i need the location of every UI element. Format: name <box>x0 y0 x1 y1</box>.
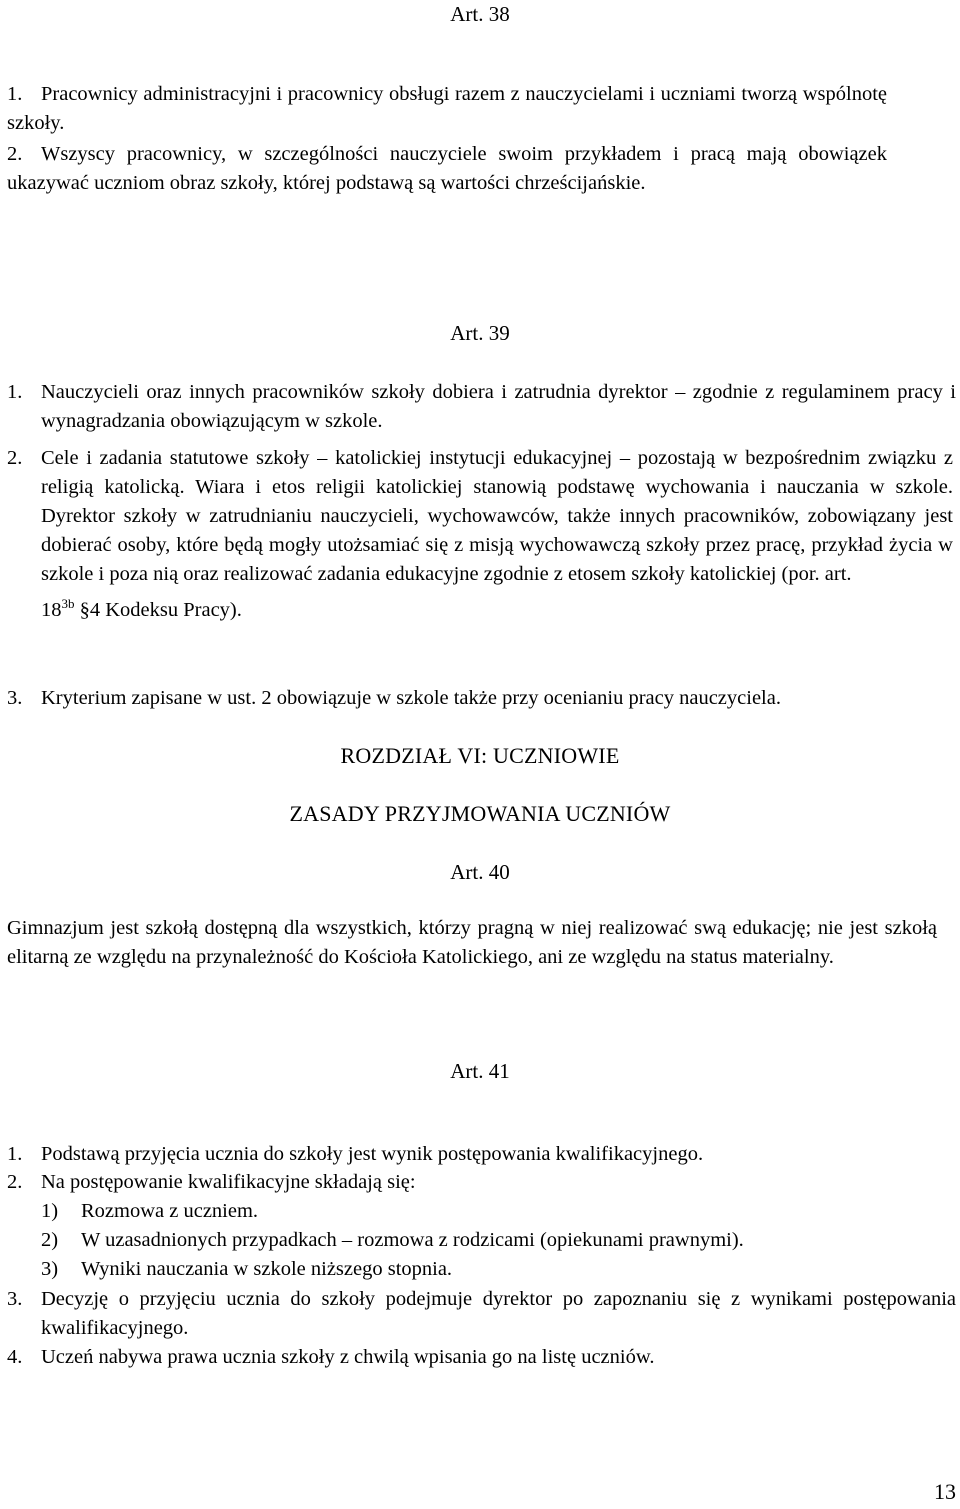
art40-text: Gimnazjum jest szkołą dostępną dla wszystkich, którzy pragną w niej realizować swą edukację; nie jest szkołą elitarną ze względu na przynależność do Kościoła Katolickiego, ani ze względu na status materialny. <box>7 917 937 968</box>
art39-item-1-text: Nauczycieli oraz innych pracowników szkoły dobiera i zatrudnia dyrektor – zgodnie z regulaminem pracy i wynagradzania obowiązującym w szkole. <box>41 381 956 432</box>
chapter-subtitle: ZASADY PRZYJMOWANIA UCZNIÓW <box>289 801 671 826</box>
art38-item-1-number: 1. <box>7 83 23 105</box>
art41-item-3-number: 3. <box>7 1288 23 1310</box>
art39-item-2-ref-rest: §4 Kodeksu Pracy). <box>74 598 242 621</box>
chapter-title: ROZDZIAŁ VI: UCZNIOWIE <box>340 743 620 768</box>
art41-sub-2-number: 2) <box>41 1229 59 1251</box>
art39-item-1-number: 1. <box>7 381 23 403</box>
art41-sub-3-number: 3) <box>41 1258 59 1280</box>
art38-item-2-text: Wszyscy pracownicy, w szczególności nauczyciele swoim przykładem i pracą mają obowiązek ukazywać uczniom obraz szkoły, której podstawą są wartości chrześcijańskie. <box>7 143 887 194</box>
article-heading-39: Art. 39 <box>450 321 510 345</box>
art41-sub-3-text: Wyniki nauczania w szkole niższego stopnia. <box>81 1258 453 1280</box>
art39-item-2-paragraph <box>41 444 953 625</box>
art38-item-2-number: 2. <box>7 143 23 165</box>
art39-item-3-text: Kryterium zapisane w ust. 2 obowiązuje w szkole także przy ocenianiu pracy nauczyciela. <box>41 687 781 709</box>
art41-item-1-text: Podstawą przyjęcia ucznia do szkoły jest wynik postępowania kwalifikacyjnego. <box>41 1143 704 1165</box>
art39-item-2-number: 2. <box>7 447 23 469</box>
art41-item-2-number: 2. <box>7 1171 23 1193</box>
art41-item-1-number: 1. <box>7 1143 23 1165</box>
art41-item-3-text: Decyzję o przyjęciu ucznia do szkoły podejmuje dyrektor po zapoznaniu się z wynikami postępowania kwalifikacyjnego. <box>41 1288 956 1339</box>
art39-item-2-ref-sup: 3b <box>61 596 75 611</box>
art39-item-3-number: 3. <box>7 687 23 709</box>
art39-item-2-text: Cele i zadania statutowe szkoły – katolickiej instytucji edukacyjnej – pozostają w bezpośrednim związku z religią katolicką. Wiara i etos religii katolickiej stanowią podstawę wychowania i nauczania w szkole. Dyrektor szkoły w zatrudnianiu nauczycieli, wychowawców, także innych pracowników, zobowiązany jest dobierać osoby, które będą mogły utożsamiać się z misją wychowawczą szkoły przez pracę, przykład życia w szkole i poza nią oraz realizować zadania edukacyjne zgodnie z etosem szkoły katolickiej (por. art. <box>41 447 953 585</box>
article-heading-40: Art. 40 <box>450 860 510 884</box>
art41-sub-1-number: 1) <box>41 1200 59 1222</box>
art41-sub-2-text: W uzasadnionych przypadkach – rozmowa z rodzicami (opiekunami prawnymi). <box>81 1229 744 1251</box>
art41-item-4-text: Uczeń nabywa prawa ucznia szkoły z chwilą wpisania go na listę uczniów. <box>41 1346 655 1368</box>
art39-item-2-ref-number: 18 <box>41 598 62 621</box>
art41-item-2-text: Na postępowanie kwalifikacyjne składają się: <box>41 1171 416 1193</box>
art41-sub-1-text: Rozmowa z uczniem. <box>81 1200 259 1222</box>
art41-item-4-number: 4. <box>7 1346 23 1368</box>
page-number: 13 <box>934 1479 956 1504</box>
art38-item-1-text: Pracownicy administracyjni i pracownicy obsługi razem z nauczycielami i uczniami tworzą wspólnotę szkoły. <box>7 83 887 134</box>
article-heading-38: Art. 38 <box>450 2 510 26</box>
article-heading-41: Art. 41 <box>450 1059 510 1083</box>
